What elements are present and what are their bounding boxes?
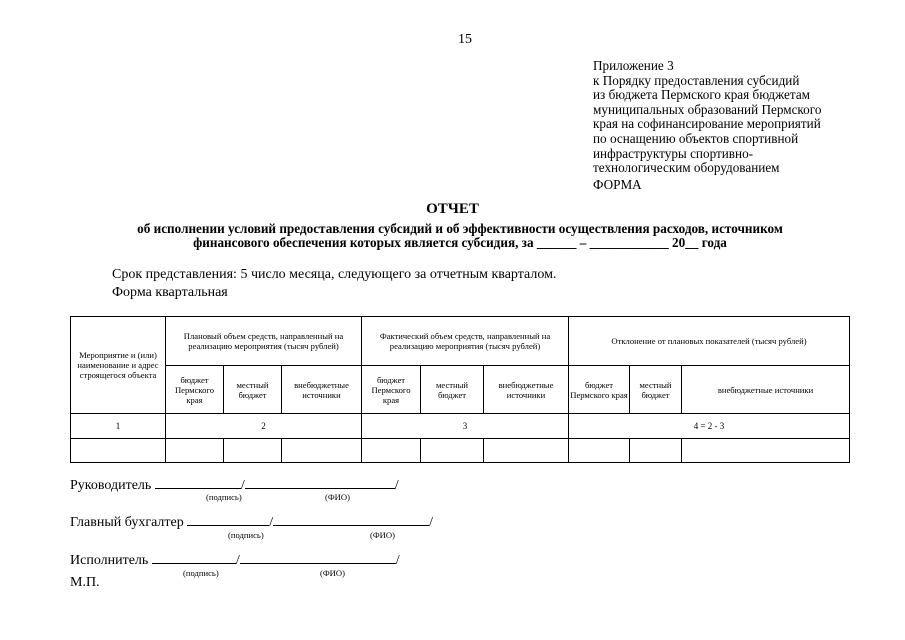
table-subheader-row bbox=[71, 366, 850, 414]
appendix-line: муниципальных образований Пермского bbox=[593, 101, 822, 117]
accountant-signature-line: Главный бухгалтер / / bbox=[70, 515, 434, 530]
appendix-line: по оснащению объектов спортивной bbox=[593, 130, 799, 146]
deviation-regional: бюджет Пермского края bbox=[569, 366, 630, 414]
actual-extrabudget: внебюджетные источники bbox=[484, 366, 569, 414]
header-event: Мероприятие и (или) наименование и адрес строящегося объекта bbox=[71, 317, 166, 414]
appendix-line: из бюджета Пермского края бюджетам bbox=[593, 87, 811, 103]
table-cell[interactable] bbox=[484, 439, 569, 463]
accountant-signature-caption: (подпись) bbox=[228, 530, 264, 540]
table-cell[interactable] bbox=[421, 439, 484, 463]
table-cell[interactable] bbox=[71, 439, 166, 463]
actual-local: местный бюджет bbox=[421, 366, 484, 414]
table-cell[interactable] bbox=[630, 439, 682, 463]
planned-regional: бюджет Пермского края bbox=[166, 366, 224, 414]
col-number-1: 1 bbox=[71, 414, 166, 439]
document-subtitle-line1: об исполнении условий предоставления субсидий и об эффективности осуществления расходов, источником bbox=[137, 221, 783, 236]
executor-signature-field[interactable] bbox=[152, 551, 236, 564]
table-cell[interactable] bbox=[569, 439, 630, 463]
col-number-4: 4 = 2 - 3 bbox=[569, 414, 850, 439]
table-row bbox=[71, 439, 850, 463]
table-cell[interactable] bbox=[362, 439, 421, 463]
table-cell[interactable] bbox=[282, 439, 362, 463]
head-name-field[interactable] bbox=[245, 476, 395, 489]
form-periodicity: Форма квартальная bbox=[112, 285, 228, 300]
header-actual: Фактический объем средств, направленный на реализацию мероприятия (тысяч рублей) bbox=[362, 317, 569, 366]
col-number-3: 3 bbox=[362, 414, 569, 439]
head-signature-line: Руководитель / / bbox=[70, 478, 399, 493]
head-signature-field[interactable] bbox=[155, 476, 241, 489]
seal-label: М.П. bbox=[70, 575, 100, 590]
deviation-local: местный бюджет bbox=[630, 366, 682, 414]
table-header-row bbox=[71, 317, 850, 366]
header-deviation: Отклонение от плановых показателей (тысяч рублей) bbox=[569, 317, 850, 366]
head-signature-caption: (подпись) bbox=[206, 492, 242, 502]
accountant-signature-field[interactable] bbox=[187, 513, 269, 526]
appendix-line: к Порядку предоставления субсидий bbox=[593, 72, 800, 88]
appendix-line: инфраструктуры спортивно- bbox=[593, 145, 754, 161]
executor-signature-line: Исполнитель / / bbox=[70, 553, 400, 568]
planned-extrabudget: внебюджетные источники bbox=[282, 366, 362, 414]
header-planned: Плановый объем средств, направленный на реализацию мероприятия (тысяч рублей) bbox=[166, 317, 362, 366]
report-table bbox=[70, 316, 850, 463]
form-label: ФОРМА bbox=[593, 177, 642, 192]
document-subtitle-line2: финансового обеспечения которых является субсидия, за ______ – ____________ 20__ года bbox=[193, 235, 727, 250]
executor-name-field[interactable] bbox=[240, 551, 396, 564]
accountant-label: Главный бухгалтер bbox=[70, 515, 184, 530]
col-number-2: 2 bbox=[166, 414, 362, 439]
appendix-line: Приложение 3 bbox=[593, 58, 674, 73]
accountant-name-caption: (ФИО) bbox=[370, 530, 395, 540]
actual-regional: бюджет Пермского края bbox=[362, 366, 421, 414]
head-label: Руководитель bbox=[70, 478, 152, 493]
table-cell[interactable] bbox=[224, 439, 282, 463]
head-name-caption: (ФИО) bbox=[325, 492, 350, 502]
executor-signature-caption: (подпись) bbox=[183, 568, 219, 578]
table-cell[interactable] bbox=[682, 439, 850, 463]
executor-name-caption: (ФИО) bbox=[320, 568, 345, 578]
page-number: 15 bbox=[458, 32, 472, 47]
table-number-row bbox=[71, 414, 850, 439]
appendix-line: края на софинансирование мероприятий bbox=[593, 116, 821, 132]
appendix-block bbox=[593, 59, 893, 176]
document-title: ОТЧЕТ bbox=[426, 201, 479, 217]
appendix-line: технологическим оборудованием bbox=[593, 160, 780, 176]
accountant-name-field[interactable] bbox=[273, 513, 429, 526]
table-cell[interactable] bbox=[166, 439, 224, 463]
planned-local: местный бюджет bbox=[224, 366, 282, 414]
executor-label: Исполнитель bbox=[70, 553, 149, 568]
submission-deadline: Срок представления: 5 число месяца, следующего за отчетным кварталом. bbox=[112, 267, 557, 282]
deviation-extrabudget: внебюджетные источники bbox=[682, 366, 850, 414]
